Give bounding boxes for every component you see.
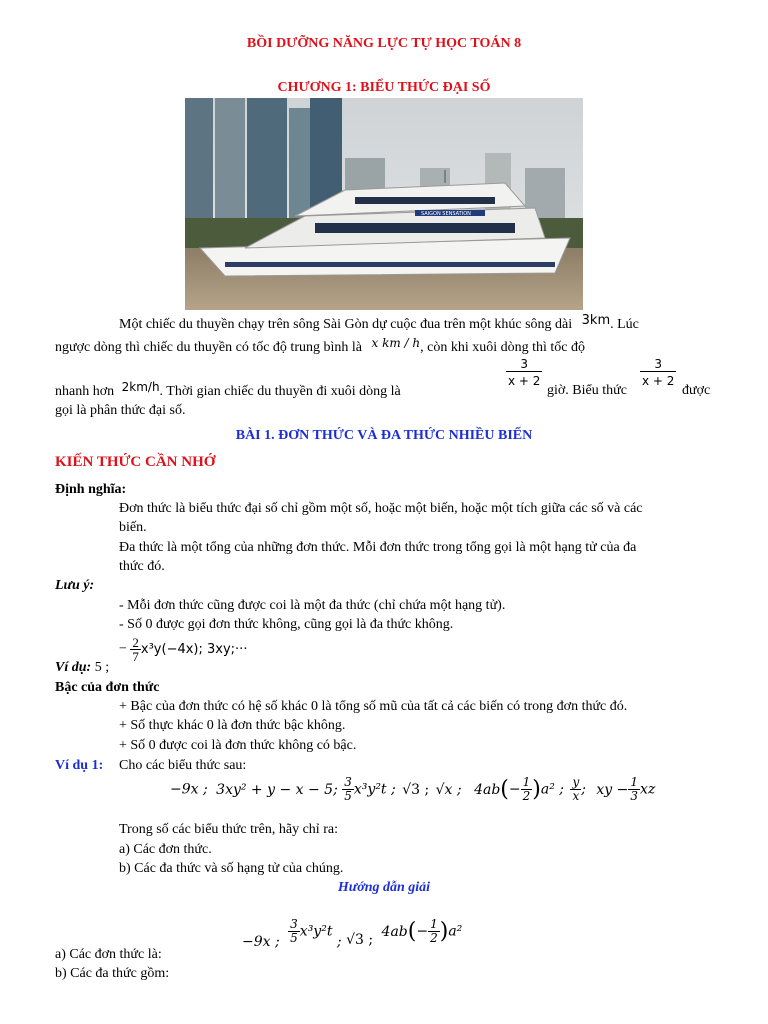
example-value: 5 ; xyxy=(94,660,110,675)
expression-fraction xyxy=(640,358,676,388)
fraction-denominator: x + 2 xyxy=(508,374,541,388)
example-label: Ví dụ: xyxy=(55,660,92,675)
intro-text-3d: được xyxy=(682,383,711,398)
definition-line-2: biến. xyxy=(119,520,147,535)
definition-line-1: Đơn thức là biểu thức đại số chỉ gồm một số, hoặc một biến, hoặc một tích giữa các số và các xyxy=(119,501,643,516)
degree-label: Bậc của đơn thức xyxy=(55,680,160,695)
intro-text-2: ngược dòng thì chiếc du thuyền có tốc độ trung bình là xyxy=(55,340,362,355)
lesson-title: BÀI 1. ĐƠN THỨC VÀ ĐA THỨC NHIỀU BIẾN xyxy=(235,428,533,443)
speed-value: x km / h xyxy=(371,336,421,350)
answer-a-label: a) Các đơn thức là: xyxy=(55,947,162,962)
intro-line-1 xyxy=(119,313,639,334)
intro-text-2b: , còn khi xuôi dòng thì tốc độ xyxy=(420,340,586,355)
intro-text-3c: giờ. Biểu thức xyxy=(547,383,627,398)
example-expression: − $\frac{2}{7}$ x³y(−4x); 3xy;··· xyxy=(119,635,248,664)
intro-text-1: Một chiếc du thuyền chạy trên sông Sài Gòn dự cuộc đua trên một khúc sông dài xyxy=(119,317,573,332)
time-fraction xyxy=(506,358,542,388)
intro-line-2 xyxy=(55,338,585,357)
example1-part-b: b) Các đa thức và số hạng tử của chúng. xyxy=(119,861,344,876)
intro-line-3 xyxy=(55,382,401,401)
definition-label: Định nghĩa: xyxy=(55,482,127,497)
answer-b-label: b) Các đa thức gồm: xyxy=(55,966,170,981)
intro-text-3: nhanh hơn xyxy=(55,384,115,399)
example1-intro: Cho các biểu thức sau: xyxy=(119,758,247,773)
example1-label: Ví dụ 1: xyxy=(55,758,104,773)
distance-value: 3km xyxy=(581,313,611,328)
note-line-2: - Số 0 được gọi đơn thức không, cũng gọi là đa thức không. xyxy=(119,617,454,632)
degree-line-2: + Số thực khác 0 là đơn thức bậc không. xyxy=(119,718,346,733)
example1-ask: Trong số các biểu thức trên, hãy chỉ ra: xyxy=(119,822,338,837)
ship-name-label: SAIGON SENSATION xyxy=(421,211,471,217)
intro-text-4: gọi là phân thức đại số. xyxy=(55,403,186,418)
example1-expressions: −9x ; 3xy² + y − x − 5; $\frac{3}{5}$ x³y²t ; √3 ; √x ; 4ab(− $\frac{1}{2}$ )a² ; $\frac{y}{x}$ ; xy − $\frac{1}{3}$ xz xyxy=(170,775,656,803)
fraction-denominator-2: x + 2 xyxy=(642,374,675,388)
note-label: Lưu ý: xyxy=(55,578,95,593)
note-line-1: - Mỗi đơn thức cũng được coi là một đa thức (chỉ chứa một hạng tử). xyxy=(119,598,506,613)
yacht-photo xyxy=(185,98,583,310)
degree-line-1: + Bậc của đơn thức có hệ số khác 0 là tổng số mũ của tất cả các biến có trong đơn thức đó. xyxy=(119,699,628,714)
speed-delta: 2km/h xyxy=(121,380,160,394)
section-title: KIẾN THỨC CẦN NHỚ xyxy=(55,454,216,470)
intro-text-1b: . Lúc xyxy=(610,317,639,332)
fraction-numerator: 3 xyxy=(506,358,542,372)
degree-line-3: + Số 0 được coi là đơn thức không có bậc. xyxy=(119,738,357,753)
example-expression-tail: x³y(−4x); 3xy;··· xyxy=(140,642,248,657)
fraction-numerator-2: 3 xyxy=(640,358,676,372)
example-line xyxy=(55,659,109,677)
chapter-title: CHƯƠNG 1: BIỂU THỨC ĐẠI SỐ xyxy=(277,80,491,95)
intro-text-3b: . Thời gian chiếc du thuyền đi xuôi dòng là xyxy=(159,384,401,399)
answer-a xyxy=(55,946,162,964)
definition-line-4: thức đó. xyxy=(119,559,165,574)
document-title: BỒI DƯỠNG NĂNG LỰC TỰ HỌC TOÁN 8 xyxy=(246,36,522,51)
example1-part-a: a) Các đơn thức. xyxy=(119,842,212,857)
definition-line-3: Đa thức là một tổng của những đơn thức. Mỗi đơn thức trong tổng gọi là một hạng tử của đa xyxy=(119,540,637,555)
solution-guide-title: Hướng dẫn giải xyxy=(337,880,431,895)
answer-a-expressions: −9x ; $\frac{3}{5}$ x³y²t ; √3 ; 4ab(− $\frac{1}{2}$ )a² xyxy=(242,917,463,950)
